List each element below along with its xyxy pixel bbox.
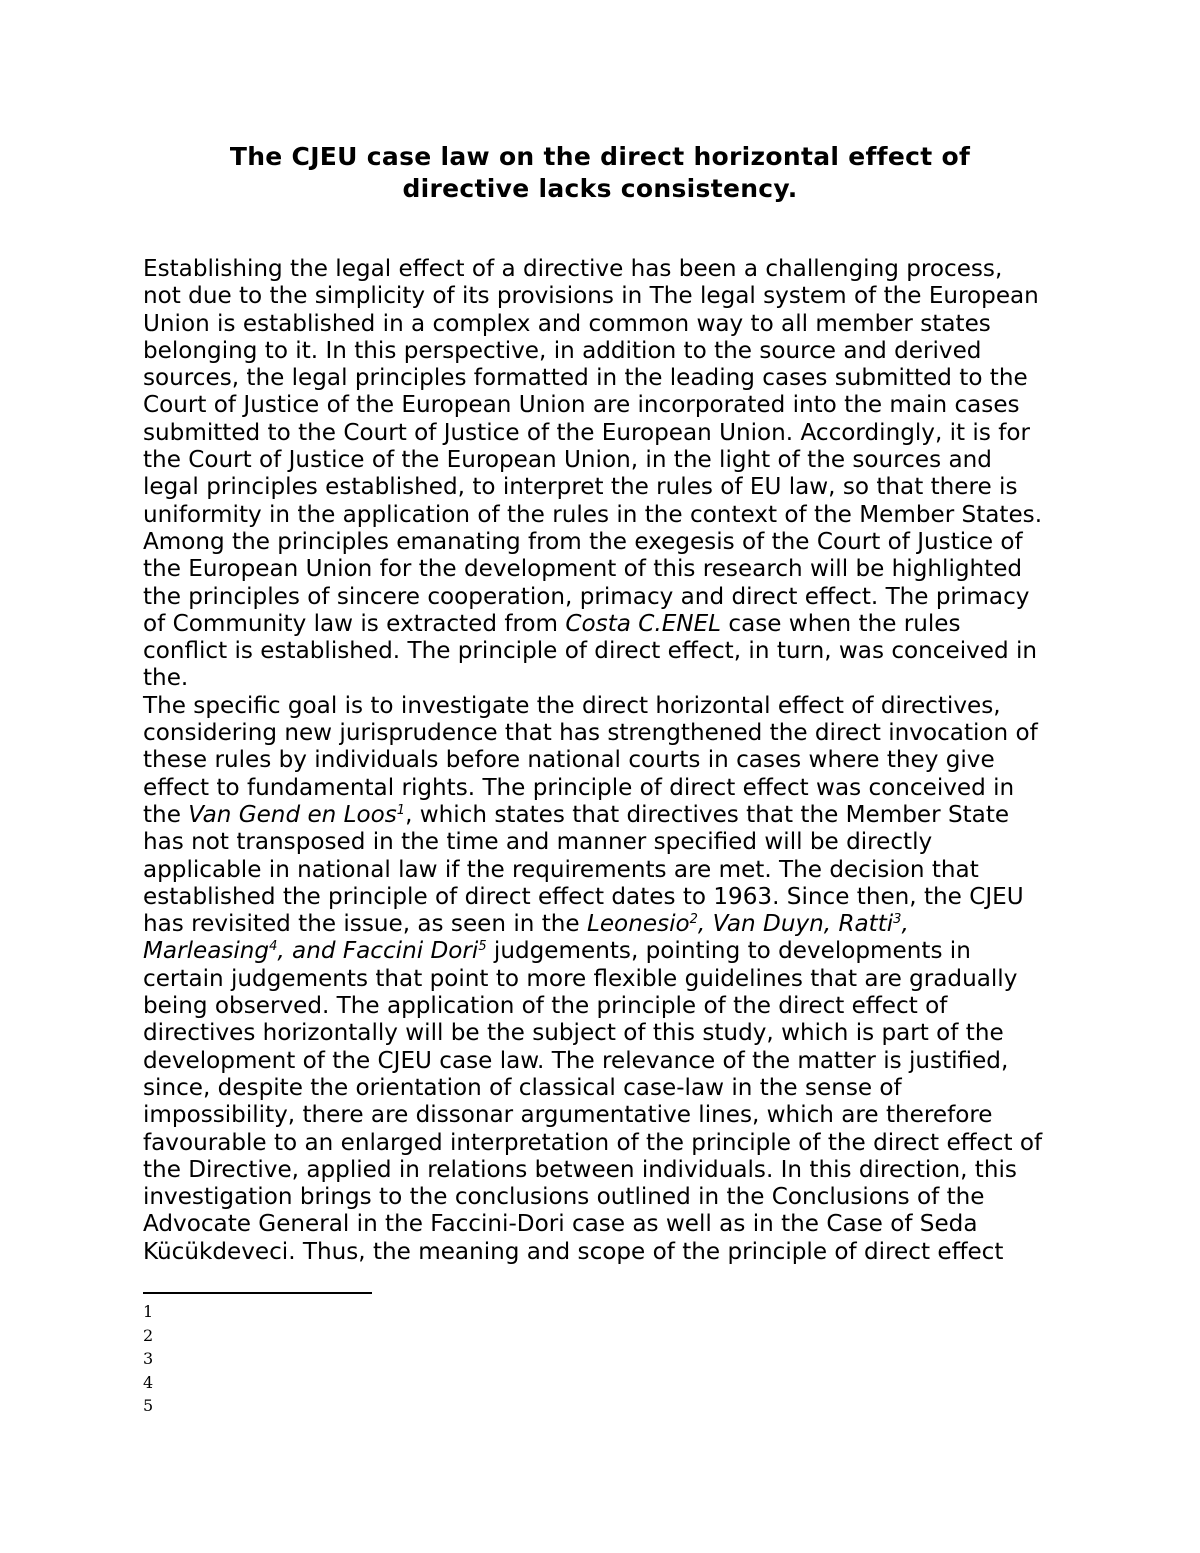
body-line — [143, 392, 1073, 419]
text-run: the principles of sincere cooperation, primacy and direct effect. The primacy — [143, 583, 1030, 610]
text-run: since, despite the orientation of classical case-law in the sense of — [143, 1074, 902, 1101]
text-run: development of the CJEU case law. The relevance of the matter is justified, — [143, 1047, 1009, 1074]
title-line: The CJEU case law on the direct horizontal effect of — [229, 142, 971, 171]
text-run: not due to the simplicity of its provisions in The legal system of the European — [143, 283, 1039, 310]
text-run: sources, the legal principles formatted in the leading cases submitted to the — [143, 365, 1028, 392]
body-line — [143, 556, 1073, 583]
body-line — [143, 829, 1073, 856]
body-line — [143, 1048, 1073, 1075]
footnote-ref[interactable]: 1 — [396, 802, 406, 818]
body-text — [143, 256, 1073, 1266]
case-name-faccini-dori: , and Faccini Dori — [277, 938, 479, 965]
case-name-van-gend-en-loos: Van Gend en Loos — [188, 801, 397, 828]
body-line — [143, 1075, 1073, 1102]
body-line — [143, 911, 1073, 938]
footnote-number: 4 — [143, 1372, 154, 1392]
text-run: judgements, pointing to developments in — [486, 938, 971, 965]
text-run: effect to fundamental rights. The principle of direct effect was conceived in — [143, 774, 1015, 801]
text-run: directives horizontally will be the subject of this study, which is part of the — [143, 1020, 1004, 1047]
footnotes — [143, 1300, 343, 1418]
body-line — [143, 338, 1073, 365]
text-run: considering new jurisprudence that has strengthened the direct invocation of — [143, 720, 1038, 747]
document-title — [143, 141, 1057, 205]
body-line — [143, 747, 1073, 774]
text-run: Court of Justice of the European Union are incorporated into the main cases — [143, 392, 1020, 419]
body-line — [143, 802, 1073, 829]
body-line — [143, 283, 1073, 310]
body-line — [143, 1211, 1073, 1238]
footnote-ref[interactable]: 4 — [269, 939, 278, 955]
footnote-number: 5 — [143, 1396, 154, 1416]
footnote-separator — [143, 1292, 372, 1294]
body-line — [143, 365, 1073, 392]
text-run: has not transposed in the time and manner specified will be directly — [143, 829, 933, 856]
body-line — [143, 857, 1073, 884]
title-line: directive lacks consistency. — [402, 174, 798, 203]
text-run: of Community law is extracted from — [143, 610, 566, 637]
body-line — [143, 1157, 1073, 1184]
text-run: applicable in national law if the requirements are met. The decision that — [143, 856, 979, 883]
text-run: Establishing the legal effect of a directive has been a challenging process, — [143, 256, 1003, 282]
body-line — [143, 1102, 1073, 1129]
body-line — [143, 693, 1073, 720]
footnote-ref[interactable]: 2 — [689, 912, 698, 928]
text-run: the Court of Justice of the European Union, in the light of the sources and — [143, 447, 992, 474]
text-run: favourable to an enlarged interpretation of the principle of the direct effect of — [143, 1129, 1043, 1156]
text-run: the — [143, 801, 189, 828]
text-run: uniformity in the application of the rules in the context of the Member States. — [143, 501, 1043, 528]
text-run: established the principle of direct effect dates to 1963. Since then, the CJEU — [143, 883, 1024, 910]
text-run: legal principles established, to interpret the rules of EU law, so that there is — [143, 474, 1018, 501]
body-line — [143, 584, 1073, 611]
body-line — [143, 638, 1073, 665]
body-line — [143, 447, 1073, 474]
body-line — [143, 775, 1073, 802]
text-run: the. — [143, 665, 189, 692]
case-name-marleasing: Marleasing — [143, 938, 270, 965]
text-run: has revisited the issue, as seen in the — [143, 911, 587, 938]
text-run: conflict is established. The principle of direct effect, in turn, was conceived in — [143, 638, 1038, 665]
body-line — [143, 1239, 1073, 1266]
body-line — [143, 611, 1073, 638]
case-name-van-duyn-ratti: , Van Duyn, Ratti — [697, 911, 894, 938]
body-line — [143, 720, 1073, 747]
body-line — [143, 1130, 1073, 1157]
body-line — [143, 420, 1073, 447]
footnote-number: 3 — [143, 1349, 154, 1369]
body-line — [143, 1020, 1073, 1047]
text-run: submitted to the Court of Justice of the European Union. Accordingly, it is for — [143, 419, 1030, 446]
body-line — [143, 884, 1073, 911]
footnote-number: 1 — [143, 1302, 154, 1321]
body-line — [143, 938, 1073, 965]
text-run: Advocate General in the Faccini-Dori case as well as in the Case of Seda — [143, 1211, 978, 1238]
case-name-leonesio: Leonesio — [586, 911, 690, 938]
text-run: certain judgements that point to more flexible guidelines that are gradually — [143, 965, 1018, 992]
text-run: investigation brings to the conclusions outlined in the Conclusions of the — [143, 1184, 985, 1211]
body-line — [143, 1184, 1073, 1211]
text-run: the Directive, applied in relations between individuals. In this direction, this — [143, 1156, 1017, 1183]
body-line — [143, 256, 1073, 283]
body-line — [143, 665, 1073, 692]
text-run: The specific goal is to investigate the direct horizontal effect of directives, — [143, 692, 1001, 719]
footnote-ref[interactable]: 5 — [478, 939, 487, 955]
text-run: being observed. The application of the principle of the direct effect of — [143, 993, 948, 1020]
text-run: , — [901, 911, 909, 938]
body-line — [143, 529, 1073, 556]
text-run: Kücükdeveci. Thus, the meaning and scope of the principle of direct effect — [143, 1238, 1004, 1265]
footnote-ref[interactable]: 3 — [893, 912, 902, 928]
case-name-costa-enel: Costa C.ENEL — [565, 610, 722, 637]
text-run: Union is established in a complex and common way to all member states — [143, 310, 991, 337]
text-run: the European Union for the development of this research will be highlighted — [143, 556, 1023, 583]
text-run: case when the rules — [721, 610, 961, 637]
body-line — [143, 474, 1073, 501]
footnote-number: 2 — [143, 1325, 154, 1345]
body-line — [143, 311, 1073, 338]
body-line — [143, 966, 1073, 993]
text-run: Among the principles emanating from the exegesis of the Court of Justice of — [143, 528, 1023, 555]
text-run: belonging to it. In this perspective, in addition to the source and derived — [143, 337, 982, 364]
body-line — [143, 993, 1073, 1020]
text-run: these rules by individuals before national courts in cases where they give — [143, 747, 995, 774]
text-run: impossibility, there are dissonar argumentative lines, which are therefore — [143, 1102, 993, 1129]
text-run: , which states that directives that the Member State — [405, 801, 1010, 828]
body-line — [143, 502, 1073, 529]
